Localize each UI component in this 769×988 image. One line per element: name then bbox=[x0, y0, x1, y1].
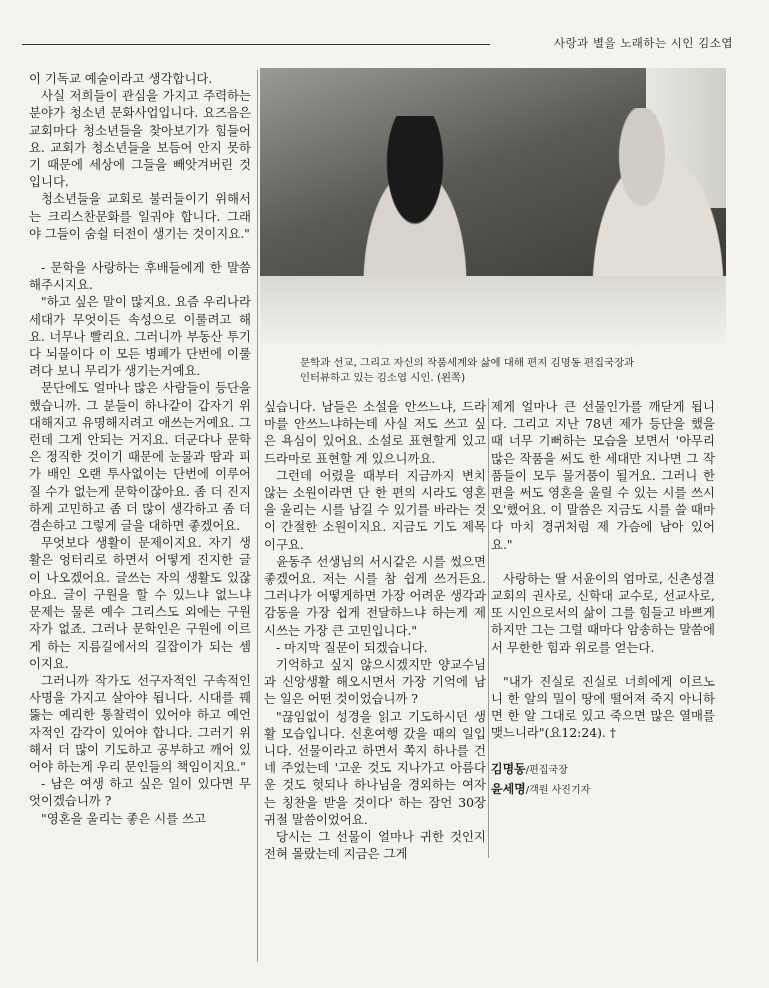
credit-name: 김명동 bbox=[491, 761, 526, 776]
paragraph: 그런데 어렸을 때부터 지금까지 변치 않는 소원이라면 단 한 편의 시라도 영혼을 울리는 시를 남길 수 있기를 바라는 것이 간절한 소원이지요. 지금도 기도 제목이구요. bbox=[264, 467, 486, 552]
interview-question: - 남은 여생 하고 싶은 일이 있다면 무엇이겠습니까 ? bbox=[29, 776, 251, 809]
credits bbox=[491, 760, 715, 800]
paragraph: 사랑하는 딸 서윤이의 엄마로, 신촌성결교회의 권사로, 신학대 교수로, 선교사로, 또 시인으로서의 삶이 그를 힘들고 바쁘게 하지만 그는 그럴 때마다 암송하는 말씀에서 무한한 힘과 위로를 얻는다. bbox=[491, 570, 715, 655]
photo-caption bbox=[300, 356, 720, 386]
credit-role: /객원 사진기자 bbox=[525, 784, 591, 796]
paragraph: 싶습니다. 남들은 소설을 안쓰느냐, 드라마를 안쓰느냐하는데 사실 저도 쓰고 싶은 욕심이 있어요. 소설로 표현할게 있고 드라마로 표현할 게 있으니까요. bbox=[264, 399, 486, 466]
credit-name: 윤세명 bbox=[491, 781, 526, 796]
caption-line: 문학과 선교, 그리고 자신의 작품세계와 삶에 대해 편지 김명동 편집국장과 bbox=[300, 357, 635, 369]
paragraph: 문단에도 얼마나 많은 사람들이 등단을 했습니까. 그 분들이 하나같이 갑자기 위대해지고 유명해지려고 애쓰는거예요. 그런데 그게 안되는 거지요. 더군다나 문학은 정직한 것이기 때문에 눈물과 땀과 피가 배인 오랜 투사없이는 단번에 이루어질 수가 없는게 문학이잖아요. 좀 더 진지하게 고민하고 좀 더 많이 생각하고 좀 더 겸손하고 그렇게 글을 대하면 좋겠어요. bbox=[29, 380, 251, 534]
paragraph: 제게 얼마나 큰 선물인가를 깨닫게 됩니다. 그리고 지난 78년 제가 등단을 했을 때 너무 기뻐하는 모습을 보면서 '아무리 많은 작품을 써도 한 세대만 지나면 그 작품들이 모두 물거품이 될거요. 그러니 한편을 써도 영혼을 울릴 수 있는 시를 쓰시오'했어요. 이 말씀은 지금도 시를 쓸 때마다 마치 경귀처럼 제 가슴에 남아 있어요." bbox=[491, 399, 715, 552]
paragraph: 청소년들을 교회로 불러들이기 위해서는 크리스찬문화를 일궈야 합니다. 그래야 그들이 숨쉴 터전이 생기는 것이지요." bbox=[29, 191, 251, 241]
scripture-quote: "내가 진실로 진실로 너희에게 이르노니 한 알의 밀이 땅에 떨어져 죽지 아니하면 한 알 그대로 있고 죽으면 많은 열매를 맺느니라"(요12:24). † bbox=[491, 673, 715, 741]
photo-desk bbox=[260, 276, 726, 346]
paragraph: 당시는 그 선물이 얼마나 귀한 것인지 전혀 몰랐는데 지금은 그게 bbox=[264, 829, 486, 862]
interview-question: - 문학을 사랑하는 후배들에게 한 말씀 해주시지요. bbox=[29, 260, 251, 293]
running-title: 사랑과 별을 노래하는 시인 김소엽 bbox=[553, 36, 733, 50]
paragraph: 그러니까 작가도 선구자적인 구속적인 사명을 가지고 살아야 됩니다. 시대를 꿰뚫는 예리한 통찰력이 있어야 하고 예언자적인 감각이 있어야 합니다. 그러기 위해서 더 많이 기도하고 공부하고 깨어 있어야 하는게 우리 문인들의 책임이지요." bbox=[29, 672, 251, 774]
column-divider bbox=[257, 70, 258, 962]
article-column-1 bbox=[29, 70, 251, 827]
paragraph: 사실 저희들이 관심을 가지고 주력하는 분야가 청소년 문화사업입니다. 요즈음은 교회마다 청소년들을 찾아보기가 힘들어요. 교회가 청소년들을 보듬어 안지 못하기 때문에 세상에 그들을 빼앗겨버린 것입니다. bbox=[29, 88, 251, 190]
interview-question: - 마지막 질문이 되겠습니다. bbox=[276, 639, 428, 655]
credit-role: /편집국장 bbox=[525, 764, 568, 776]
paragraph: 무엇보다 생활이 문제이지요. 자기 생활은 엉터리로 하면서 어떻게 진지한 글이 나오겠어요. 글쓰는 자의 생활도 있잖아요. 글이 구원을 할 수 있느냐 없느냐 문제는 물론 예수 그리스도 외에는 구원자가 없죠. 그러나 문학인은 구원에 이르게 하는 지름길에서의 길잡이가 되는 셈이지요. bbox=[29, 535, 251, 671]
credit-editor bbox=[491, 760, 715, 780]
paragraph: "끊임없이 성경을 읽고 기도하시던 생활 모습입니다. 신혼여행 갔을 때의 일입니다. 선물이라고 하면서 쪽지 하나를 건네 주었는데 '고운 것도 지나가고 아름다운 것도 헛되나 하나님을 경외하는 여자는 칭찬을 받을 것이다' 하는 잠언 30장 귀절 말씀이었어요. bbox=[264, 708, 486, 827]
paragraph: "하고 싶은 말이 많지요. 요즘 우리나라 세대가 무엇이든 속성으로 이룰려고 해요. 너무나 빨리요. 그러니까 부동산 투기다 뇌물이다 이 모든 병폐가 단번에 이룰려다 보니 무리가 생기는거예요. bbox=[29, 294, 251, 379]
paragraph: 기억하고 싶지 않으시겠지만 양교수님과 신앙생활 해오시면서 가장 기억에 남는 일은 어떤 것이었습니까 ? bbox=[264, 657, 486, 707]
interview-photo bbox=[260, 68, 726, 346]
caption-line: 인터뷰하고 있는 김소엽 시인. (왼쪽) bbox=[300, 372, 466, 384]
header-rule bbox=[22, 44, 490, 45]
credit-photographer bbox=[491, 780, 715, 800]
article-column-3 bbox=[491, 398, 715, 800]
article-column-2 bbox=[264, 398, 486, 862]
paragraph: 이 기독교 예술이라고 생각합니다. bbox=[29, 71, 213, 86]
paragraph: "영혼을 울리는 좋은 시를 쓰고 bbox=[41, 810, 207, 826]
column-divider bbox=[488, 398, 489, 858]
paragraph: 윤동주 선생님의 서시같은 시를 썼으면 좋겠어요. 저는 시를 참 쉽게 쓰거든요. 그러나가 어떻게하면 가장 어려운 생각과 감동을 가장 쉽게 전달하느냐 하는게 제 시쓰는 가장 큰 고민입니다." bbox=[264, 553, 486, 638]
